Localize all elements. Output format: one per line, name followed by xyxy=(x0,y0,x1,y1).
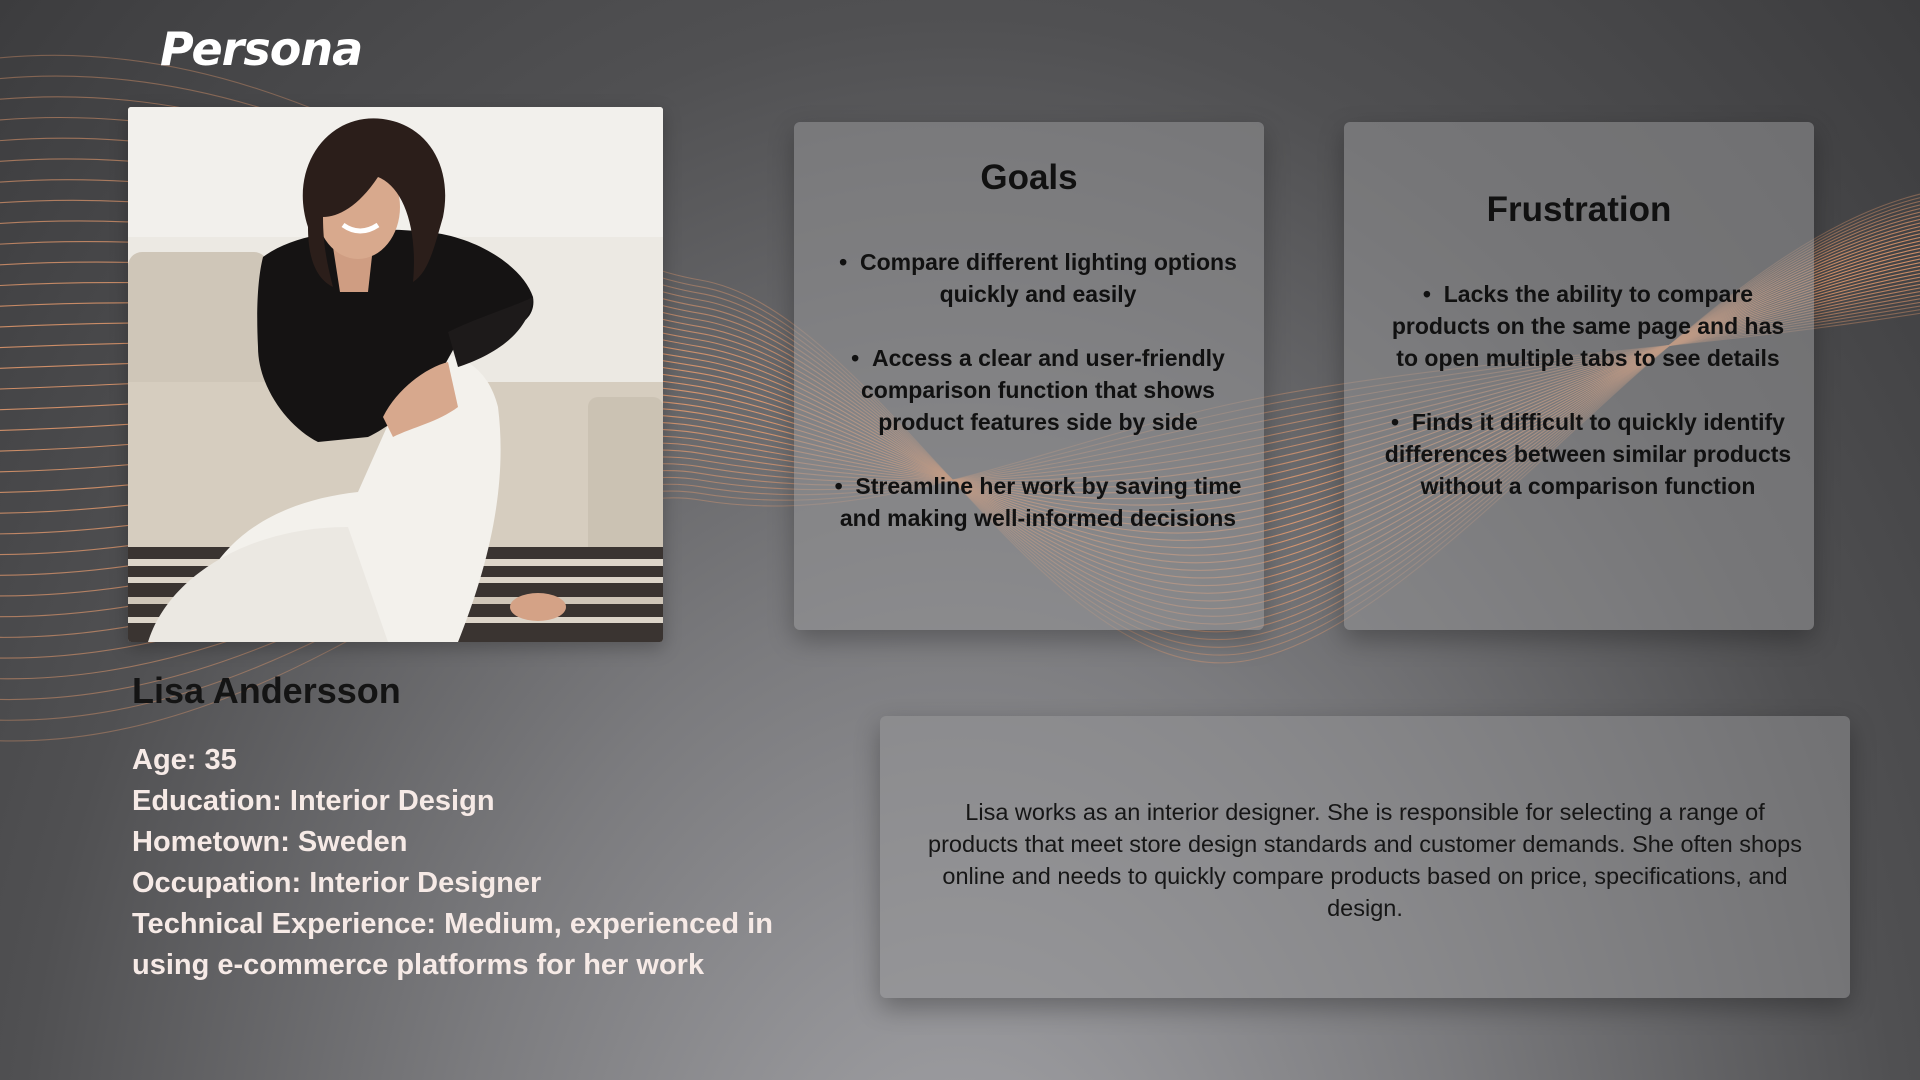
bio-card xyxy=(880,716,1850,998)
page-title: Persona xyxy=(160,22,363,76)
detail-occupation: Occupation: Interior Designer xyxy=(132,867,542,899)
goals-title: Goals xyxy=(980,158,1078,197)
frustration-item: • Lacks the ability to compare products on the same page and has to open multiple tabs to see details xyxy=(1384,278,1792,374)
goals-card xyxy=(794,122,1264,630)
detail-education: Education: Interior Design xyxy=(132,785,495,817)
persona-name: Lisa Andersson xyxy=(132,670,401,711)
goal-item: • Access a clear and user-friendly comparison function that shows product features side by side xyxy=(834,342,1242,438)
frustration-title: Frustration xyxy=(1486,190,1672,229)
detail-hometown: Hometown: Sweden xyxy=(132,826,408,858)
frustration-item: • Finds it difficult to quickly identify differences between similar products without a comparison function xyxy=(1384,406,1792,502)
goal-item: • Streamline her work by saving time and making well-informed decisions xyxy=(834,470,1242,534)
frustration-list xyxy=(1362,278,1814,502)
persona-photo xyxy=(128,107,663,642)
persona-details xyxy=(132,740,792,986)
detail-age: Age: 35 xyxy=(132,744,237,776)
frustration-card xyxy=(1344,122,1814,630)
goal-item: • Compare different lighting options quickly and easily xyxy=(834,246,1242,310)
goals-list xyxy=(812,246,1264,534)
detail-technical-experience: Technical Experience: Medium, experienced in using e-commerce platforms for her work xyxy=(132,908,773,981)
bio-text: Lisa works as an interior designer. She is responsible for selecting a range of products that meet store design standards and customer demands. She often shops online and needs to quickly compare products based on price, specifications, and design. xyxy=(928,799,1802,921)
